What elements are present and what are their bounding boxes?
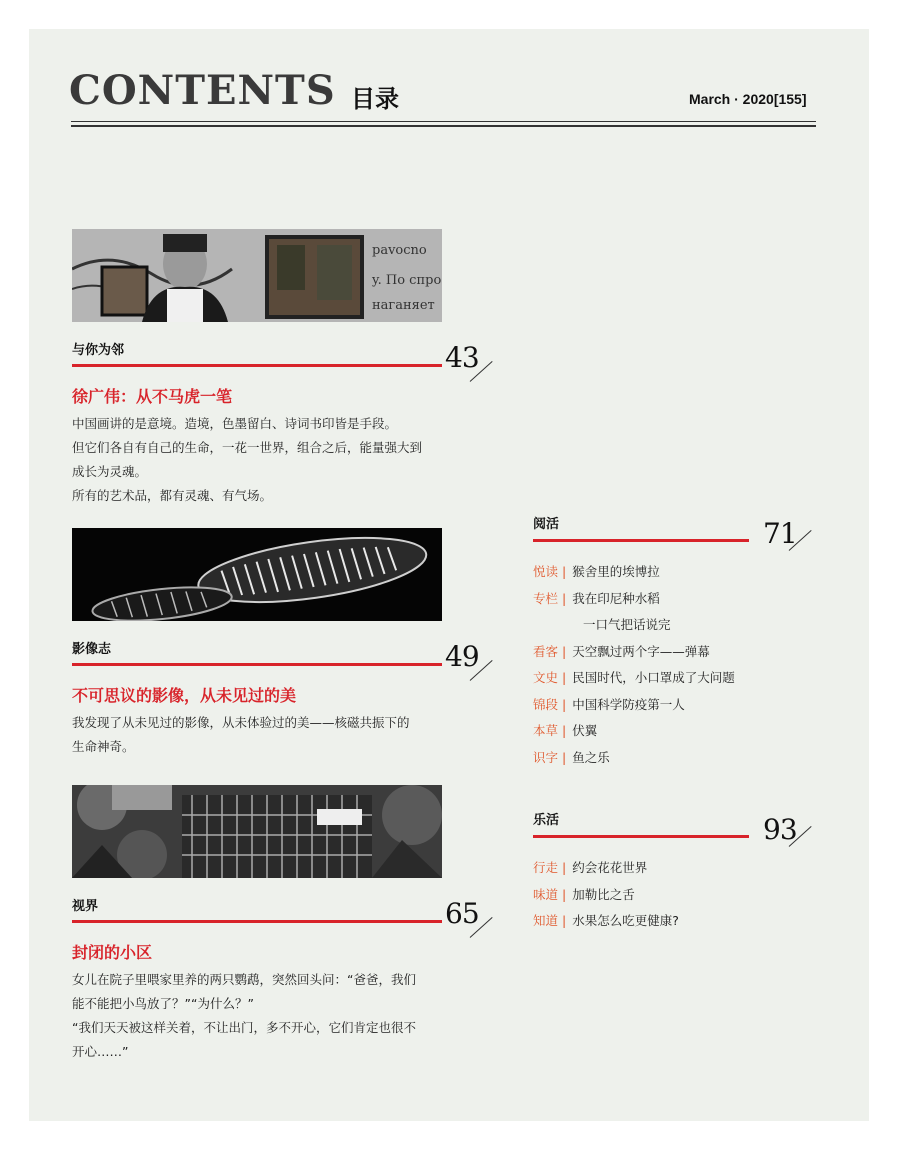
page-number: 49 — [445, 640, 479, 673]
summary-line: 我发现了从未见过的影像，从未体验过的美——核磁共振下的 — [72, 715, 410, 730]
section-label: 与你为邻 — [72, 343, 125, 358]
item-title: 民国时代，小口罩成了大问题 — [572, 670, 735, 685]
summary-line: 女儿在院子里喂家里养的两只鹦鹉，突然回头问：“爸爸，我们 — [72, 972, 416, 987]
page-number: 65 — [445, 897, 479, 930]
article-summary — [72, 968, 452, 1064]
summary-line: 能不能把小鸟放了？”“为什么？” — [72, 996, 254, 1011]
list-item[interactable] — [533, 855, 833, 882]
item-separator: | — [562, 723, 567, 738]
svg-text:y. По спро: y. По спро — [372, 273, 442, 288]
section-divider — [72, 364, 442, 367]
masthead-title-cn: 目录 — [351, 84, 399, 113]
sidebar-section-divider — [533, 835, 749, 838]
list-item[interactable] — [533, 639, 833, 666]
section-divider — [72, 920, 442, 923]
sidebar-list — [533, 855, 833, 935]
list-item[interactable] — [533, 718, 833, 745]
item-title: 约会花花世界 — [572, 860, 648, 875]
section-label: 影像志 — [72, 642, 112, 657]
list-item[interactable] — [533, 586, 833, 613]
item-separator: | — [562, 564, 567, 579]
list-item[interactable] — [533, 612, 833, 639]
item-title: 加勒比之舌 — [572, 886, 635, 902]
item-title: 猴舍里的埃博拉 — [572, 564, 660, 579]
item-title: 一口气把话说完 — [583, 617, 671, 632]
summary-line: 但它们各自有自己的生命，一花一世界，组合之后，能量强大到 — [72, 440, 423, 455]
summary-line: 中国画讲的是意境。造境，色墨留白、诗词书印皆是手段。 — [72, 416, 398, 431]
item-separator: | — [562, 860, 567, 875]
article-headline[interactable]: 封闭的小区 — [72, 943, 153, 962]
section-label: 视界 — [72, 899, 99, 914]
masthead-rule-bottom — [71, 125, 816, 127]
list-item[interactable] — [533, 559, 833, 586]
article-headline[interactable]: 不可思议的影像，从未见过的美 — [72, 686, 297, 705]
article-summary — [72, 412, 452, 508]
summary-line: 成长为灵魂。 — [72, 464, 148, 479]
sidebar-section-label: 阅活 — [533, 517, 560, 532]
summary-line: 生命神奇。 — [72, 739, 135, 754]
page-number: 93 — [763, 813, 797, 846]
item-category: 文史 — [533, 670, 559, 685]
item-title: 中国科学防疫第一人 — [572, 696, 685, 712]
item-separator: | — [562, 696, 567, 712]
item-title: 鱼之乐 — [572, 749, 610, 765]
summary-line: “我们天天被这样关着，不让出门，多不开心，它们肯定也很不 — [72, 1020, 416, 1035]
svg-text:наганяет: наганяет — [372, 298, 435, 313]
item-title: 天空飘过两个字——弹幕 — [572, 643, 710, 659]
item-category: 本草 — [533, 723, 559, 738]
item-separator: | — [562, 749, 567, 765]
svg-text:pavocno: pavocno — [372, 243, 427, 258]
item-separator: | — [562, 643, 567, 659]
article-photo-mri — [72, 528, 442, 621]
masthead-title: CONTENTS — [69, 67, 336, 114]
contents-page — [29, 29, 869, 1121]
issue-label: March · 2020[155] — [689, 91, 807, 107]
item-title: 我在印尼种水稻 — [572, 590, 660, 606]
page-number: 71 — [763, 517, 797, 550]
item-category: 识字 — [533, 749, 559, 765]
item-separator: | — [562, 670, 567, 685]
article-headline[interactable]: 徐广伟：从不马虎一笔 — [72, 387, 233, 406]
item-category: 悦读 — [533, 564, 559, 579]
item-category: 行走 — [533, 860, 559, 875]
item-separator: | — [562, 590, 567, 606]
item-separator: | — [562, 886, 567, 902]
item-category: 看客 — [533, 643, 559, 659]
page-number: 43 — [445, 341, 479, 374]
sidebar-list — [533, 559, 833, 771]
article-photo-cage — [72, 785, 442, 878]
sidebar-section-divider — [533, 539, 749, 542]
masthead-rule-top — [71, 121, 816, 122]
list-item[interactable] — [533, 908, 833, 935]
summary-line: 开心……” — [72, 1044, 129, 1059]
list-item[interactable] — [533, 745, 833, 772]
item-category: 知道 — [533, 913, 559, 928]
item-category: 锦段 — [533, 696, 559, 712]
list-item[interactable] — [533, 882, 833, 909]
article-photo-portrait — [72, 229, 442, 322]
list-item[interactable] — [533, 665, 833, 692]
item-separator: | — [562, 913, 567, 928]
item-category: 味道 — [533, 886, 559, 902]
list-item[interactable] — [533, 692, 833, 719]
sidebar-section-label: 乐活 — [533, 813, 560, 828]
item-title: 水果怎么吃更健康? — [572, 913, 679, 928]
item-title: 伏翼 — [572, 723, 598, 738]
section-divider — [72, 663, 442, 666]
summary-line: 所有的艺术品，都有灵魂、有气场。 — [72, 488, 273, 503]
article-summary — [72, 711, 452, 759]
item-category: 专栏 — [533, 590, 559, 606]
